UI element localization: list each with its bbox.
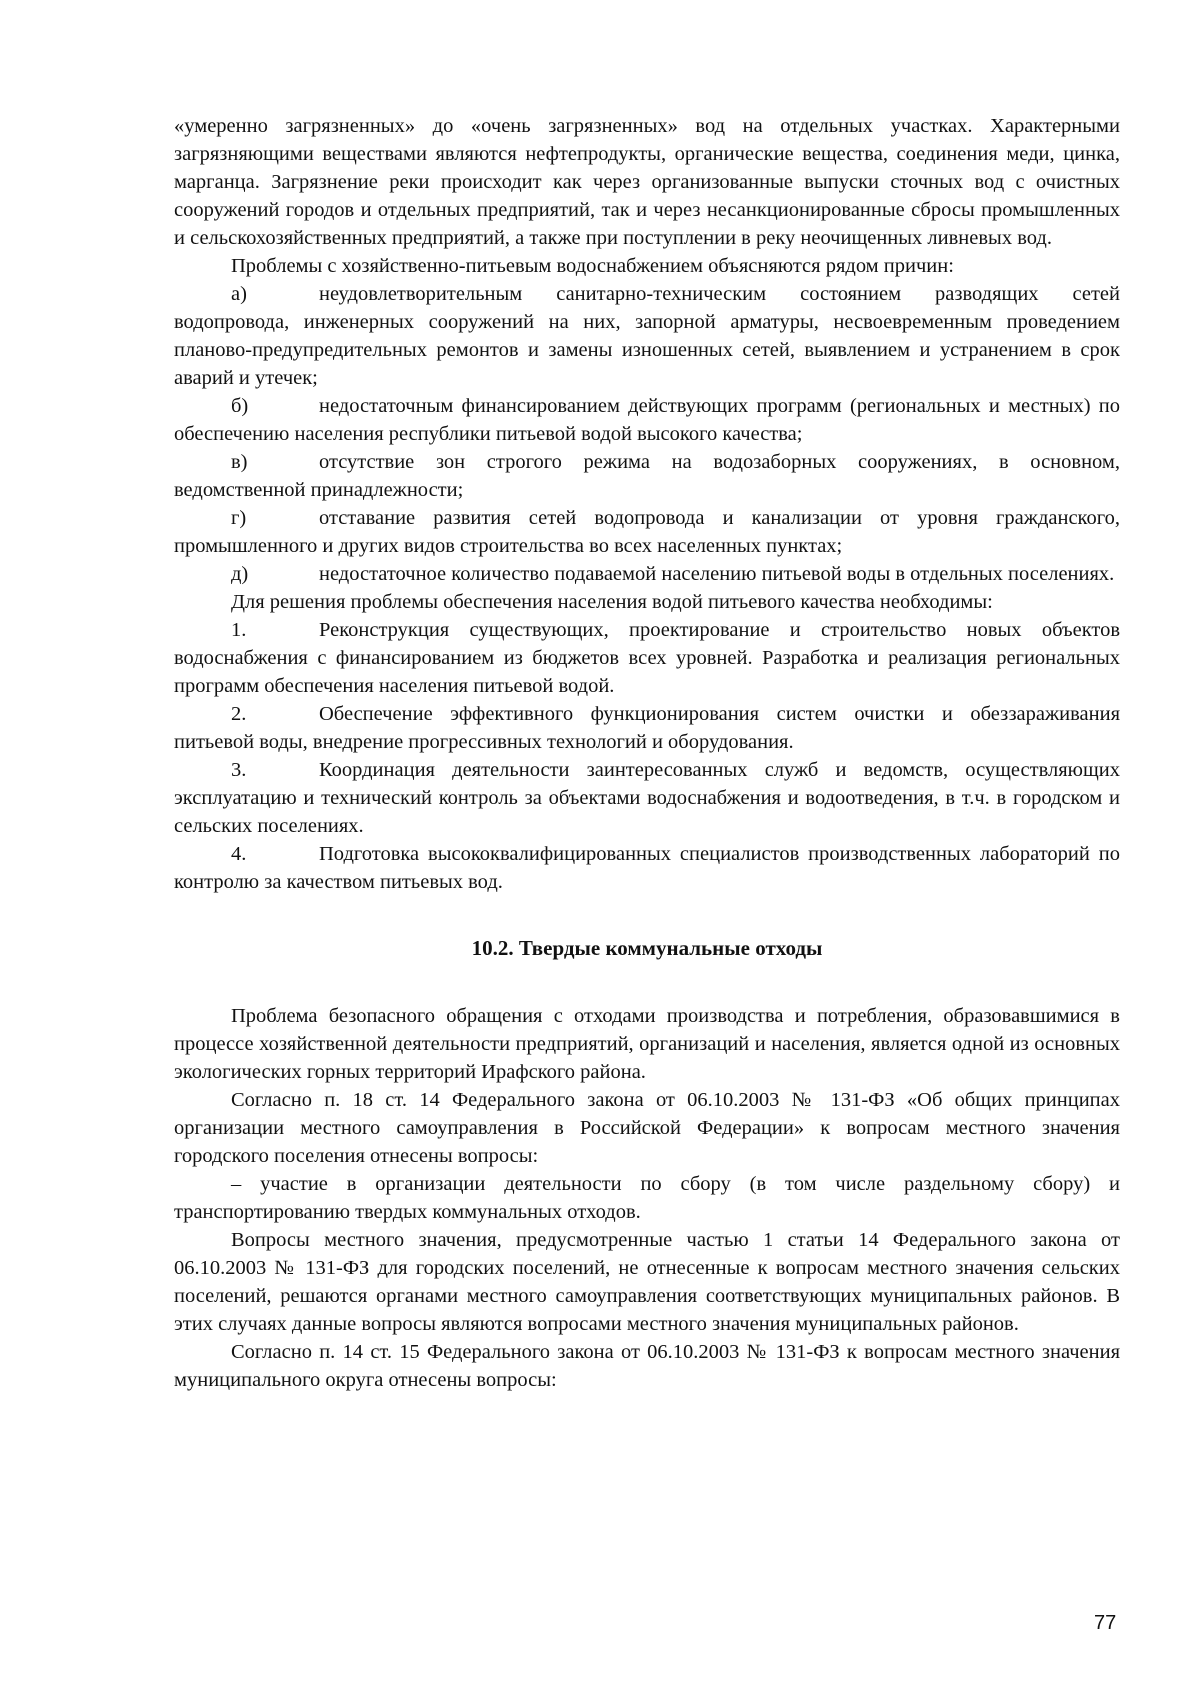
problem-text: неудовлетворительным санитарно-техническим состоянием разводящих сетей водопровода, инженерных сооружений на них, запорной арматуры, несвоевременным проведением планово-предупредительных ремонтов и замены изношенных сетей, выявлением и устранением в срок аварий и утечек; (174, 283, 1120, 389)
problem-label: д) (231, 563, 249, 585)
solution-label: 4. (231, 843, 247, 865)
solution-item-2 (174, 700, 1120, 756)
problem-label: г) (231, 507, 247, 529)
section-paragraph: Вопросы местного значения, предусмотренные частью 1 статьи 14 Федерального закона от 06.10.2003 № 131-ФЗ для городских поселений, не отнесенные к вопросам местного значения сельских поселений, решаются органами местного самоуправления соответствующих муниципальных районов. В этих случаях данные вопросы являются вопросами местного значения муниципальных районов. (174, 1229, 1120, 1335)
section-paragraph: Согласно п. 18 ст. 14 Федерального закона от 06.10.2003 № 131-ФЗ «Об общих принципах организации местного самоуправления в Российской Федерации» к вопросам местного значения городского поселения отнесены вопросы: (174, 1089, 1120, 1167)
problem-label: б) (231, 395, 249, 417)
solutions-lead: Для решения проблемы обеспечения населения водой питьевого качества необходимы: (231, 591, 993, 613)
problem-item-d (174, 560, 1120, 588)
problem-item-g (174, 504, 1120, 560)
solution-item-4 (174, 840, 1120, 896)
problems-lead: Проблемы с хозяйственно-питьевым водоснабжением объясняются рядом причин: (231, 255, 954, 277)
solution-label: 1. (231, 619, 247, 641)
section-paragraph: – участие в организации деятельности по сбору (в том числе раздельному сбору) и транспортированию твердых коммунальных отходов. (174, 1173, 1120, 1223)
solution-text: Реконструкция существующих, проектирование и строительство новых объектов водоснабжения с финансированием из бюджетов всех уровней. Разработка и реализация региональных программ обеспечения населения питьевой водой. (174, 619, 1120, 697)
problem-label: а) (231, 283, 247, 305)
problem-text: отставание развития сетей водопровода и канализации от уровня гражданского, промышленного и других видов строительства во всех населенных пунктах; (174, 507, 1120, 557)
problem-item-a (174, 280, 1120, 392)
document-page (174, 112, 1120, 1394)
section-heading: 10.2. Твердые коммунальные отходы (471, 936, 823, 960)
solution-label: 2. (231, 703, 247, 725)
page-number: 77 (1094, 1612, 1117, 1634)
section-paragraph: Проблема безопасного обращения с отходами производства и потребления, образовавшимися в процессе хозяйственной деятельности предприятий, организаций и населения, является одной из основных экологических горных территорий Ирафского района. (174, 1005, 1120, 1083)
solution-item-3 (174, 756, 1120, 840)
solution-item-1 (174, 616, 1120, 700)
problem-item-v (174, 448, 1120, 504)
problem-text: недостаточным финансированием действующих программ (региональных и местных) по обеспечению населения республики питьевой водой высокого качества; (174, 395, 1120, 445)
solution-text: Обеспечение эффективного функционирования систем очистки и обеззараживания питьевой воды, внедрение прогрессивных технологий и оборудования. (174, 703, 1120, 753)
problem-item-b (174, 392, 1120, 448)
problem-text: недостаточное количество подаваемой населению питьевой воды в отдельных поселениях. (319, 563, 1115, 585)
section-paragraph: Согласно п. 14 ст. 15 Федерального закона от 06.10.2003 № 131-ФЗ к вопросам местного значения муниципального округа отнесены вопросы: (174, 1341, 1120, 1391)
solution-label: 3. (231, 759, 247, 781)
problem-text: отсутствие зон строгого режима на водозаборных сооружениях, в основном, ведомственной принадлежности; (174, 451, 1120, 501)
solution-text: Подготовка высококвалифицированных специалистов производственных лабораторий по контролю за качеством питьевых вод. (174, 843, 1120, 893)
intro-paragraph: «умеренно загрязненных» до «очень загрязненных» вод на отдельных участках. Характерными загрязняющими веществами являются нефтепродукты, органические вещества, соединения меди, цинка, марганца. Загрязнение реки происходит как через организованные выпуски сточных вод с очистных сооружений городов и отдельных предприятий, так и через несанкционированные сбросы промышленных и сельскохозяйственных предприятий, а также при поступлении в реку неочищенных ливневых вод. (174, 115, 1120, 249)
problem-label: в) (231, 451, 248, 473)
solution-text: Координация деятельности заинтересованных служб и ведомств, осуществляющих эксплуатацию и технический контроль за объектами водоснабжения и водоотведения, в т.ч. в городском и сельских поселениях. (174, 759, 1120, 837)
